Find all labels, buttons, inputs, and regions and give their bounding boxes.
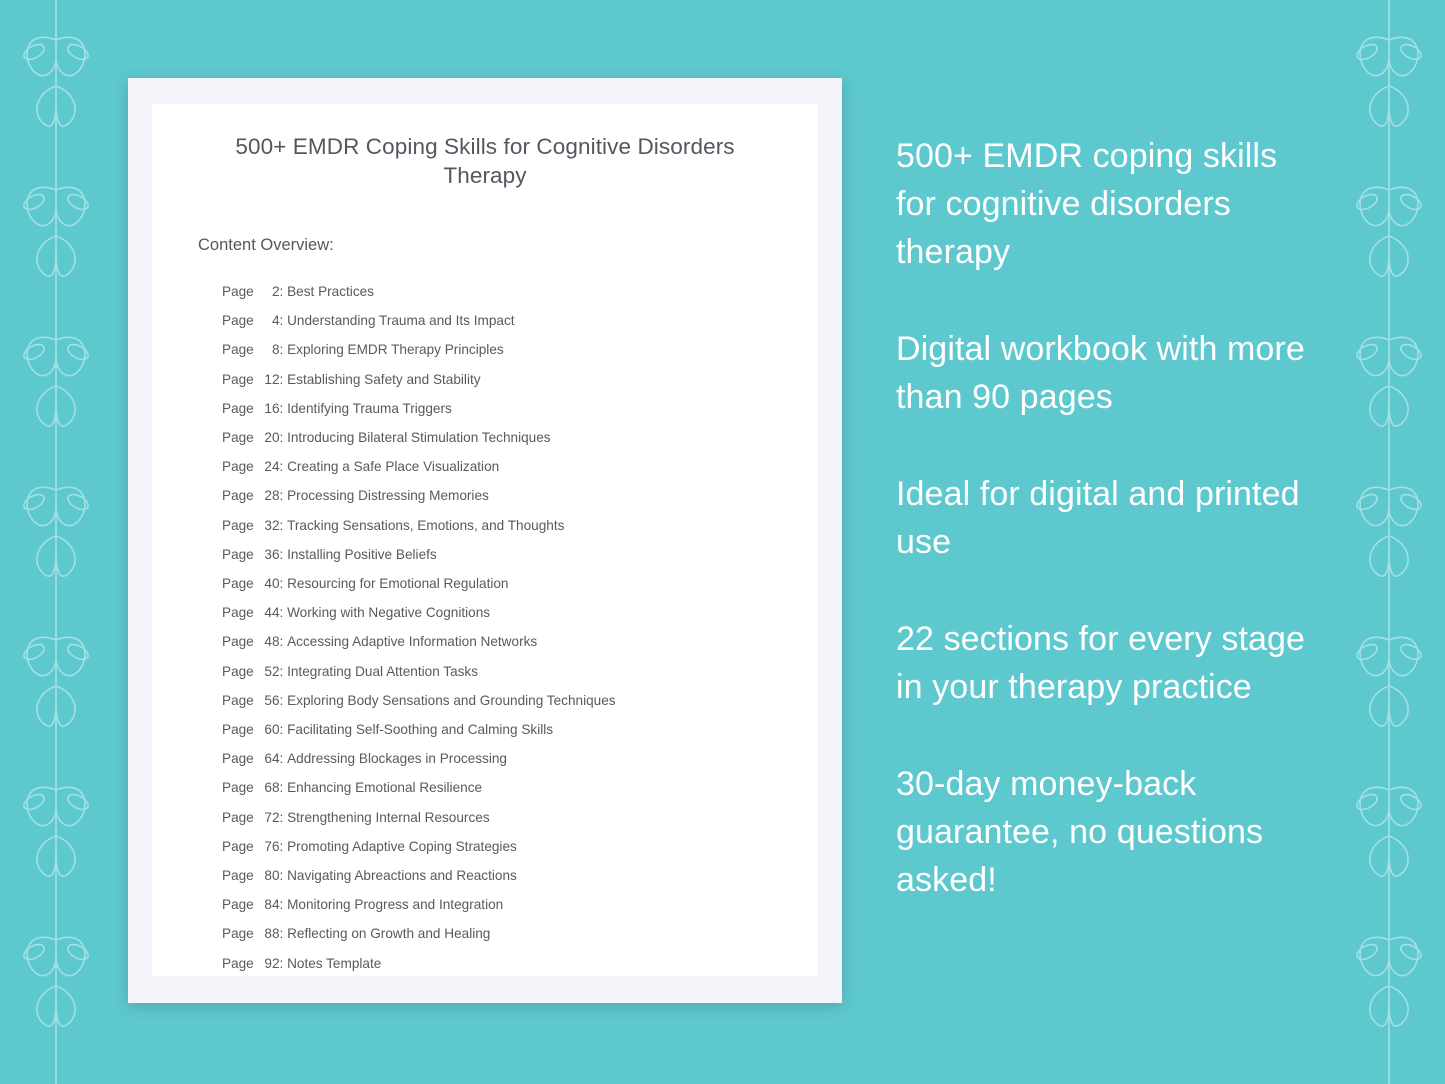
workbook-preview-card bbox=[128, 78, 842, 1003]
toc-entry: Page 12: Establishing Safety and Stability bbox=[222, 371, 481, 387]
toc-entry: Page 8: Exploring EMDR Therapy Principles bbox=[222, 342, 504, 358]
floral-border-right-icon bbox=[1333, 0, 1445, 1084]
toc-entry: Page 68: Enhancing Emotional Resilience bbox=[222, 780, 483, 796]
toc-entry: Page 24: Creating a Safe Place Visualization bbox=[222, 459, 500, 475]
table-of-contents bbox=[152, 255, 818, 978]
toc-entry: Page 88: Reflecting on Growth and Healing bbox=[222, 926, 491, 942]
toc-entry: Page 36: Installing Positive Beliefs bbox=[222, 546, 437, 562]
toc-entry: Page 48: Accessing Adaptive Information Networks bbox=[222, 634, 538, 650]
marketing-line: 22 sections for every stage in your therapy practice bbox=[896, 620, 1306, 706]
toc-entry: Page 20: Introducing Bilateral Stimulation Techniques bbox=[222, 430, 551, 446]
page-title: 500+ EMDR Coping Skills for Cognitive Disorders Therapy bbox=[235, 134, 735, 188]
workbook-inner-sheet bbox=[152, 104, 818, 976]
toc-entry: Page 60: Facilitating Self-Soothing and Calming Skills bbox=[222, 722, 554, 738]
toc-entry: Page 16: Identifying Trauma Triggers bbox=[222, 400, 452, 416]
mandala-watermark-icon bbox=[458, 978, 688, 1003]
marketing-line: 500+ EMDR coping skills for cognitive disorders therapy bbox=[896, 137, 1278, 271]
toc-entry: Page 76: Promoting Adaptive Coping Strategies bbox=[222, 838, 517, 854]
toc-entry: Page 40: Resourcing for Emotional Regulation bbox=[222, 576, 509, 592]
marketing-line: Ideal for digital and printed use bbox=[896, 475, 1300, 561]
toc-entry: Page 72: Strengthening Internal Resources bbox=[222, 809, 490, 825]
toc-entry: Page 4: Understanding Trauma and Its Impact bbox=[222, 313, 515, 329]
marketing-copy bbox=[896, 132, 1326, 904]
toc-entry: Page 64: Addressing Blockages in Processing bbox=[222, 751, 507, 767]
toc-entry: Page 44: Working with Negative Cognitions bbox=[222, 605, 491, 621]
toc-entry: Page 52: Integrating Dual Attention Tasks bbox=[222, 663, 479, 679]
toc-entry: Page 80: Navigating Abreactions and Reactions bbox=[222, 868, 517, 884]
toc-entry: Page 28: Processing Distressing Memories bbox=[222, 488, 489, 504]
marketing-line: Digital workbook with more than 90 pages bbox=[896, 330, 1305, 416]
toc-entry: Page 56: Exploring Body Sensations and Grounding Techniques bbox=[222, 692, 616, 708]
content-overview-label: Content Overview: bbox=[198, 236, 334, 254]
floral-border-left-icon bbox=[0, 0, 112, 1084]
toc-entry: Page 32: Tracking Sensations, Emotions, and Thoughts bbox=[222, 517, 565, 533]
toc-entry: Page 2: Best Practices bbox=[222, 284, 374, 299]
toc-entry: Page 84: Monitoring Progress and Integration bbox=[222, 897, 504, 913]
toc-entry: Page 92: Notes Template bbox=[222, 955, 382, 971]
marketing-line: 30-day money-back guarantee, no questions asked! bbox=[896, 765, 1264, 899]
